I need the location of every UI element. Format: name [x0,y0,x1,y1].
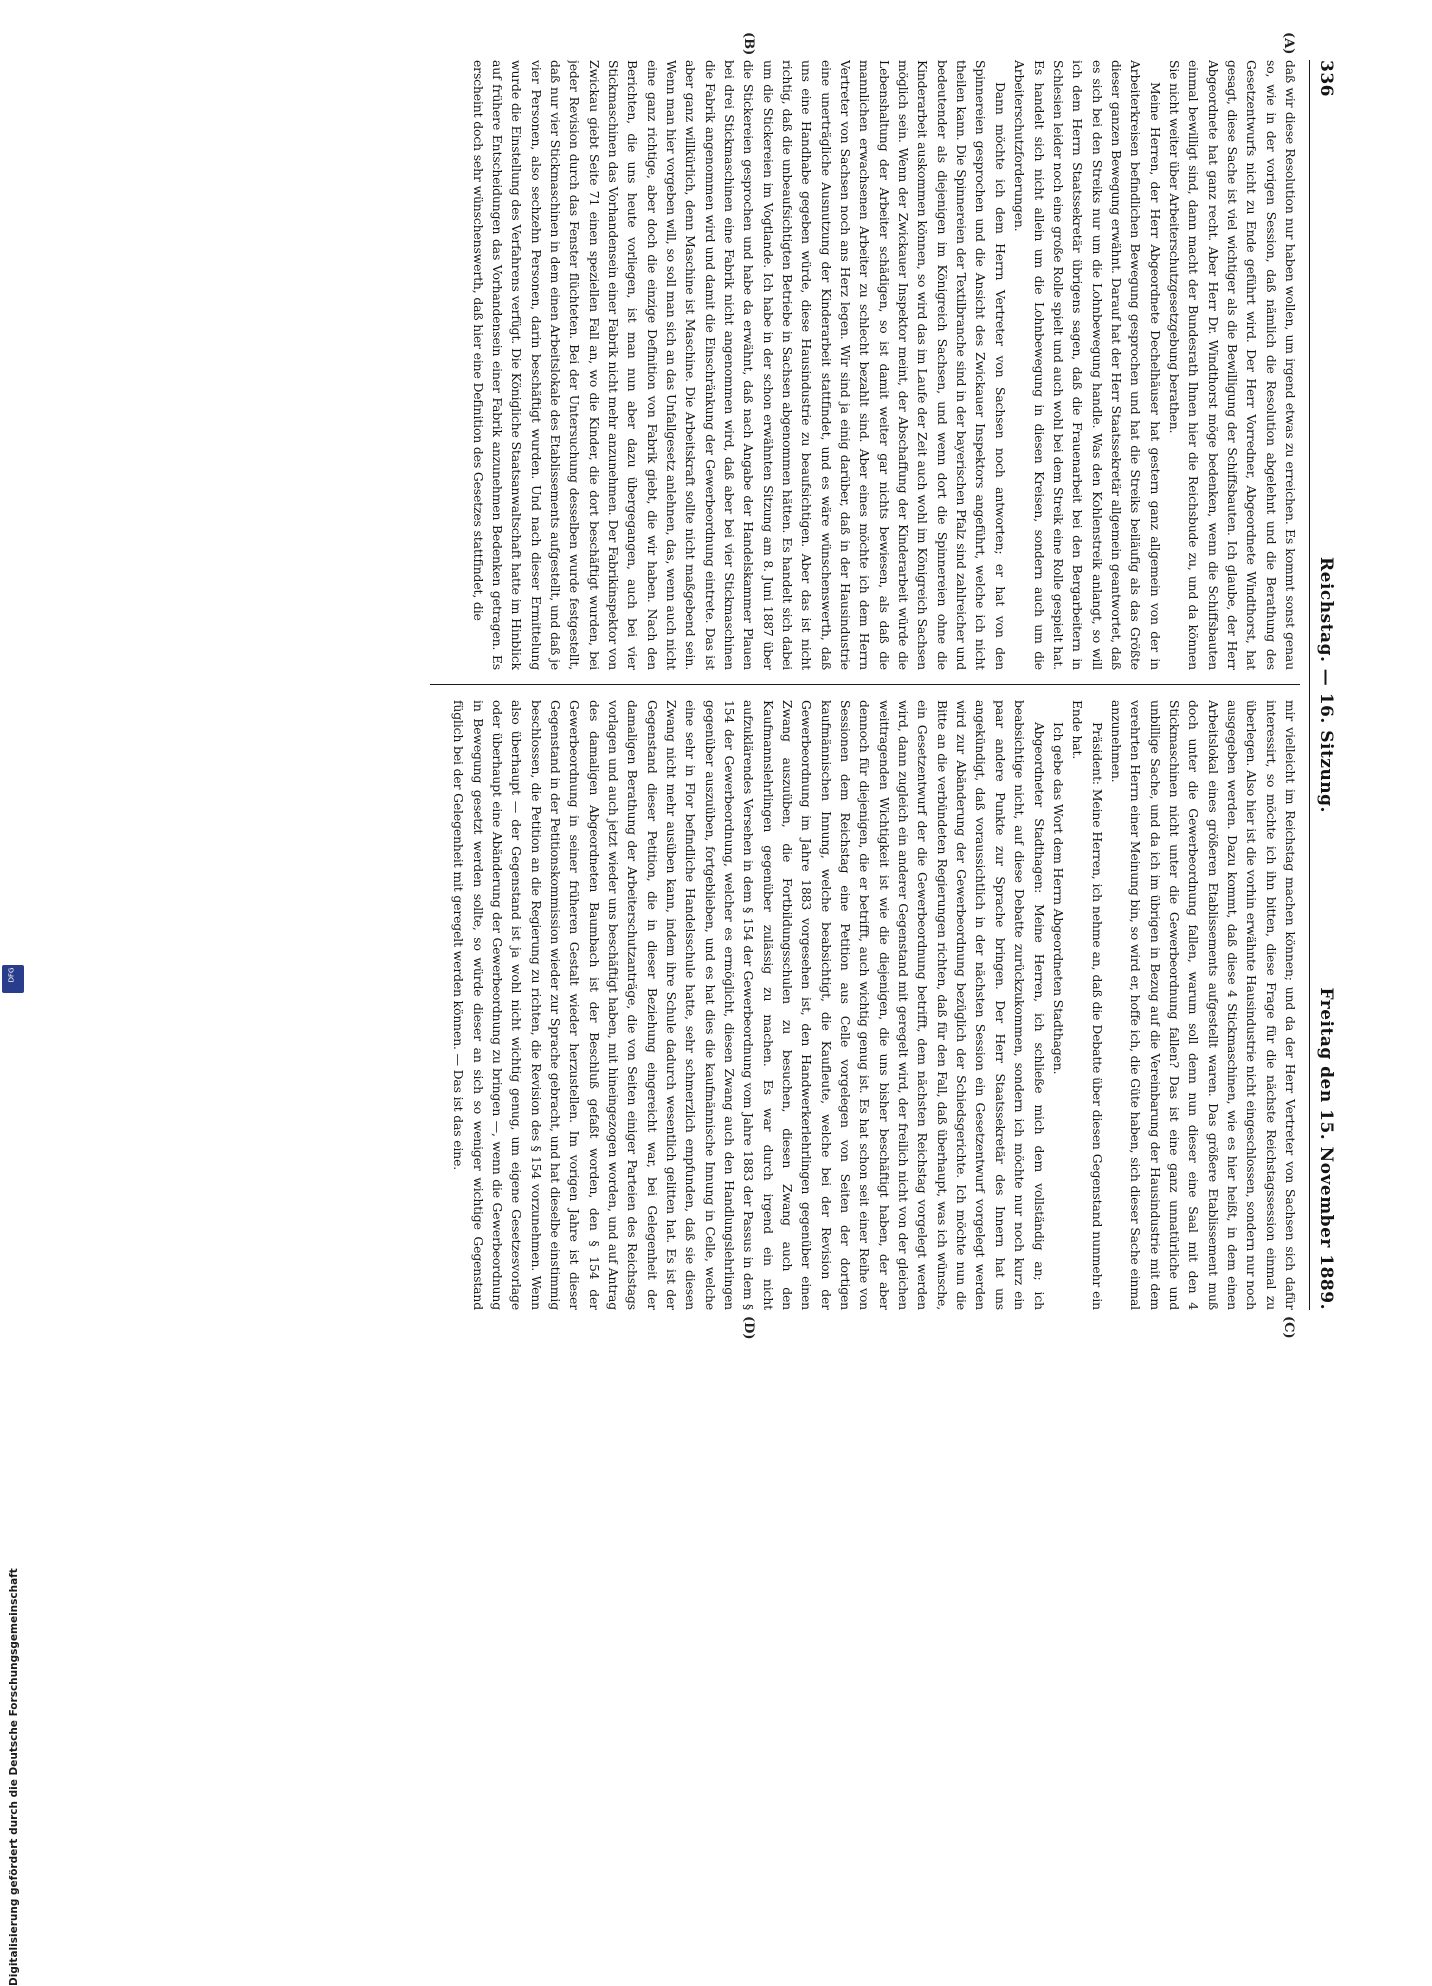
digitization-credit [4,986,24,1986]
dfg-logo-text: DFG [7,967,16,983]
paragraph: Dann möchte ich dem Herrn Vertreter von Sachsen noch antworten; er hat von den Spinnereien gesprochen und die Ansicht des Zwickauer Inspektors angeführt, welche ich nicht theilen kann. Die Spinnereien der Textilbranche sind in der bayerischen Pfalz sind zahlreicher und bedeutender als diejenigen im Königreich Sachsen, und wenn dort die Spinnereien ohne die Kinderarbeit auskommen können, so wird das im Laufe der Zeit auch wohl im Königreich Sachsen möglich sein. Wenn der Zwickauer Inspektor meint, der Abschaffung der Kinderarbeit würde die Lebenshaltung der Arbeiter schädigen, so ist damit weiter gar nichts bewiesen, als daß die mannlichen erwachsenen Arbeiter zu schlecht bezahlt sind. Aber eines möchte ich dem Herrn Vertreter von Sachsen noch ans Herz legen. Wir sind ja einig darüber, daß in der Hausindustrie eine unerträgliche Ausnutzung der Kinderarbeit stattfindet, und es wäre wünschenswerth, daß uns eine Handhabe gegeben würde, diese Hausindustrie zu beaufsichtigen. Aber das ist nicht richtig, daß die unbeaufsichtigten Betriebe in Sachsen abgenommen hätten. Es handelt sich dabei um die Stickereien im Vogtlande. Ich habe in der schon erwähnten Sitzung am 8. Juni 1887 über die Stickereien gesprochen und habe da erwähnt, daß nach Angabe der Handelskammer Plauen bei drei Stickmaschinen eine Fabrik nicht angenommen wird, daß aber bei vier Stickmaschinen die Fabrik angenommen wird und damit die Einschränkung der Gewerbeordnung eintrete. Das ist aber ganz willkürlich, denn Maschine ist Maschine. Die Arbeitskraft sollte nicht maßgebend sein. Wenn man hier vorgeben will, so soll man sich an das Unfallgesetz anlehnen, das, wenn auch nicht eine ganz richtige, aber doch die einzige Definition von Fabrik giebt, die wir haben. Nach den Berichten, die uns heute vorliegen, ist man nun aber dazu übergegangen, auch bei vier Stickmaschinen das Vorhandensein einer Fabrik nicht mehr anzunehmen. Der Fabrikinspektor von Zwickau giebt Seite 71 einen speziellen Fall an, wo die Kinder, die dort beschäftigt wurden, bei jeder Revision durch das Fenster flüchteten. Bei der Untersuchung desselben wurde festgestellt, daß nur vier Stickmaschinen in dem einen Arbeitslokale des Etablissements aufgestellt, und daß je vier Personen, also sechzehn Personen, darin beschäftigt wurden. Und nach dieser Ermittelung wurde die Einstellung des Verfahrens verfügt. Die Königliche Staatsanwaltschaft hatte im Hinblick auf frühere Entscheidungen das Vorhandensein einer Fabrik anzunehmen Bedenken getragen. Es erscheint doch sehr wünschenswerth, daß hier eine Definition des Gesetzes stattfindet, die [470,60,1008,670]
document-page [56,20,1376,1340]
session-date: Freitag den 15. November 1889. [1316,987,1336,1310]
paragraph: Präsident: Meine Herren, ich nehme an, daß die Debatte über diesen Gegenstand nunmehr ein Ende hat. [1070,700,1105,1310]
paragraph: daß wir diese Resolution nur haben wollen, um irgend etwas zu erreichen. Es kommt sonst genau so, wie in der vorigen Session, daß nämlich die Resolution abgelehnt und die Berathung des Gesetzentwurfs nicht zu Ende geführt wird. Der Herr Vorredner, Abgeordnete Windthorst, hat gesagt, diese Sache ist viel wichtiger als die Bewilligung der Schiffsbauten. Ich glaube, der Herr Abgeordnete hat ganz recht. Aber Herr Dr. Windthorst möge bedenken, wenn die Schiffsbauten einmal bewilligt sind, dann macht der Bundesrath Ihnen hier die Reichsbude zu, und da können Sie nicht weiter über Arbeiterschutzgesetzgebung berathen. [1166,60,1298,670]
paragraph: mir vielleicht im Reichstag machen können; und da der Herr Vertreter von Sachsen sich dafür interessirt, so möchte ich ihn bitten, diese Frage für die nächste Reichstagssession einmal zu überlegen. Also hier ist die vorhin erwähnte Hausindustrie nicht eingeschlossen, sondern nur noch ausgegeben werden. Dazu kommt, daß diese 4 Stickmaschinen, wie es hier heißt, in dem einen Arbeitslokal eines größeren Etablissements aufgestellt waren. Das größere Etablissement muß doch unter die Gewerbeordnung fallen, warum soll denn nun dieser eine Saal mit den 4 Stickmaschinen nicht unter die Gewerbeordnung fallen? Das ist eine ganz unnatürliche und unbillige Sache, und da ich im übrigen in Bezug auf die Vereinbarung der Hausindustrie mit dem verehrten Herrn einer Meinung bin, so wird er, hoffe ich, die Güte haben, sich dieser Sache einmal anzunehmen. [1108,700,1298,1310]
left-column [440,60,1300,670]
paragraph: Meine Herren, der Herr Abgeordnete Dechelhäuser hat gestern ganz allgemein von der in Arbeiterkreisen befindlichen Bewegung gesprochen und hat die Streiks beiläufig als das Größte dieser ganzen Bewegung erwähnt. Darauf hat der Herr Staatssekretär allgemein geantwortet, daß es sich bei den Streiks nur um die Lohnbewegung handle. Was den Kohlenstreik anlangt, so will ich dem Herrn Staatssekretär übrigens sagen, daß die Frauenarbeit bei den Bergarbeitern in Schlesien leider noch eine große Rolle spielt und auch wohl bei dem Streik eine Rolle gespielt hat. Es handelt sich nicht allein um die Lohnbewegung in diesen Kreisen, sondern auch um die Arbeiterschutzforderungen. [1012,60,1163,670]
right-column [440,700,1300,1310]
margin-mark-a: (A) [1281,32,1296,55]
paragraph: Abgeordneter Stadthagen: Meine Herren, ich schließe mich dem vollständig an; ich beabsichtige nicht, auf diese Debatte zurückzukommen, sondern ich möchte nur noch kurz ein paar andere Punkte zur Sprache bringen. Der Herr Staatssekretär des Innern hat uns angekündigt, daß voraussichtlich in der nächsten Session ein Gesetzentwurf vorgelegt werden wird zur Abänderung der Gewerbeordnung bezüglich der Schiedsgerichte. Ich möchte nun die Bitte an die verbündeten Regierungen richten, daß für den Fall, daß überhaupt, was ich wünsche, ein Gesetzentwurf der die Gewerbeordnung betrifft, dem nächsten Reichstag vorgelegt werden wird, dann zugleich ein anderer Gegenstand mit geregelt wird, der freilich nicht von der gleichen weittragenden Wichtigkeit ist wie die diejenigen, die uns bisher beschäftigt haben, der aber dennoch für diejenigen, die er betrifft, auch wichtig genug ist. Es hat schon seit einer Reihe von Sessionen dem Reichstag eine Petition aus Celle vorgelegen von Seiten der dortigen kaufmännischen Innung, welche beabsichtigt, die Kaufleute, welche bei der Revision der Gewerbeordnung im Jahre 1883 vorgesehen ist, den Handwerkerlehrlingen gegenüber einen Zwang auszuüben, die Fortbildungsschulen zu besuchen, diesen Zwang auch den Kaufmannslehrlingen gegenüber zulässig zu machen. Es war durch irgend ein nicht aufzuklärendes Versehen in dem § 154 der Gewerbeordnung vom Jahre 1883 der Passus in dem § 154 der Gewerbeordnung, welcher es ermöglicht, diesen Zwang auch den Handlungslehrlingen gegenüber auszuüben, fortgeblieben, und es hat dies die kaufmännische Innung in Celle, welche eine sehr in Flor befindliche Handelsschule hatte, sehr schmerzlich empfunden, daß sie diesen Zwang nicht mehr ausüben kann, indem ihre Schule dadurch wesentlich gelitten hat. Es ist der Gegenstand dieser Petition, die in dieser Beziehung eingereicht war, bei Gelegenheit der damaligen Berathung der Arbeiterschutzanträge, die von Seiten einiger Parteien des Reichstags vorlagen und auch jetzt wieder uns beschäftigt haben, mit hineingezogen worden, und auf Antrag des damaligen Abgeordneten Baumbach ist der Beschluß gefaßt worden, den § 154 der Gewerbeordnung in seiner früheren Gestalt wieder herzustellen. Im vorigen Jahre ist dieser Gegenstand in der Petitionskommission wieder zur Sprache gebracht, und hat dieselbe einstimmig beschlossen, die Petition an die Regierung zu richten, die Revision des § 154 vorzunehmen. Wenn also überhaupt — der Gegenstand ist ja wohl nicht wichtig genug, um eigene Gesetzesvorlage oder überhaupt eine Abänderung der Gewerbeordnung zu bringen —, wenn die Gewerbeordnung in Bewegung gesetzt werden sollte, so würde dieser an sich so weniger wichtige Gegenstand füglich bei der Gelegenheit mit geregelt werden können. — Das ist das eine. [451,700,1047,1310]
margin-mark-b: (B) [741,32,756,56]
page-header [1309,60,1340,1310]
margin-mark-d: (D) [741,1316,756,1340]
running-title: Reichstag. — 16. Sitzung. [1316,557,1336,813]
dfg-logo [2,965,24,993]
margin-mark-c: (C) [1281,1316,1296,1339]
digitization-credit-text: Digitalisierung gefördert durch die Deutsche Forschungsgemeinschaft [8,1568,20,1986]
page-number: 336 [1316,60,1336,97]
paragraph: Ich gebe das Wort dem Herrn Abgeordneten Stadthagen. [1050,722,1066,1075]
column-divider [430,684,1300,685]
